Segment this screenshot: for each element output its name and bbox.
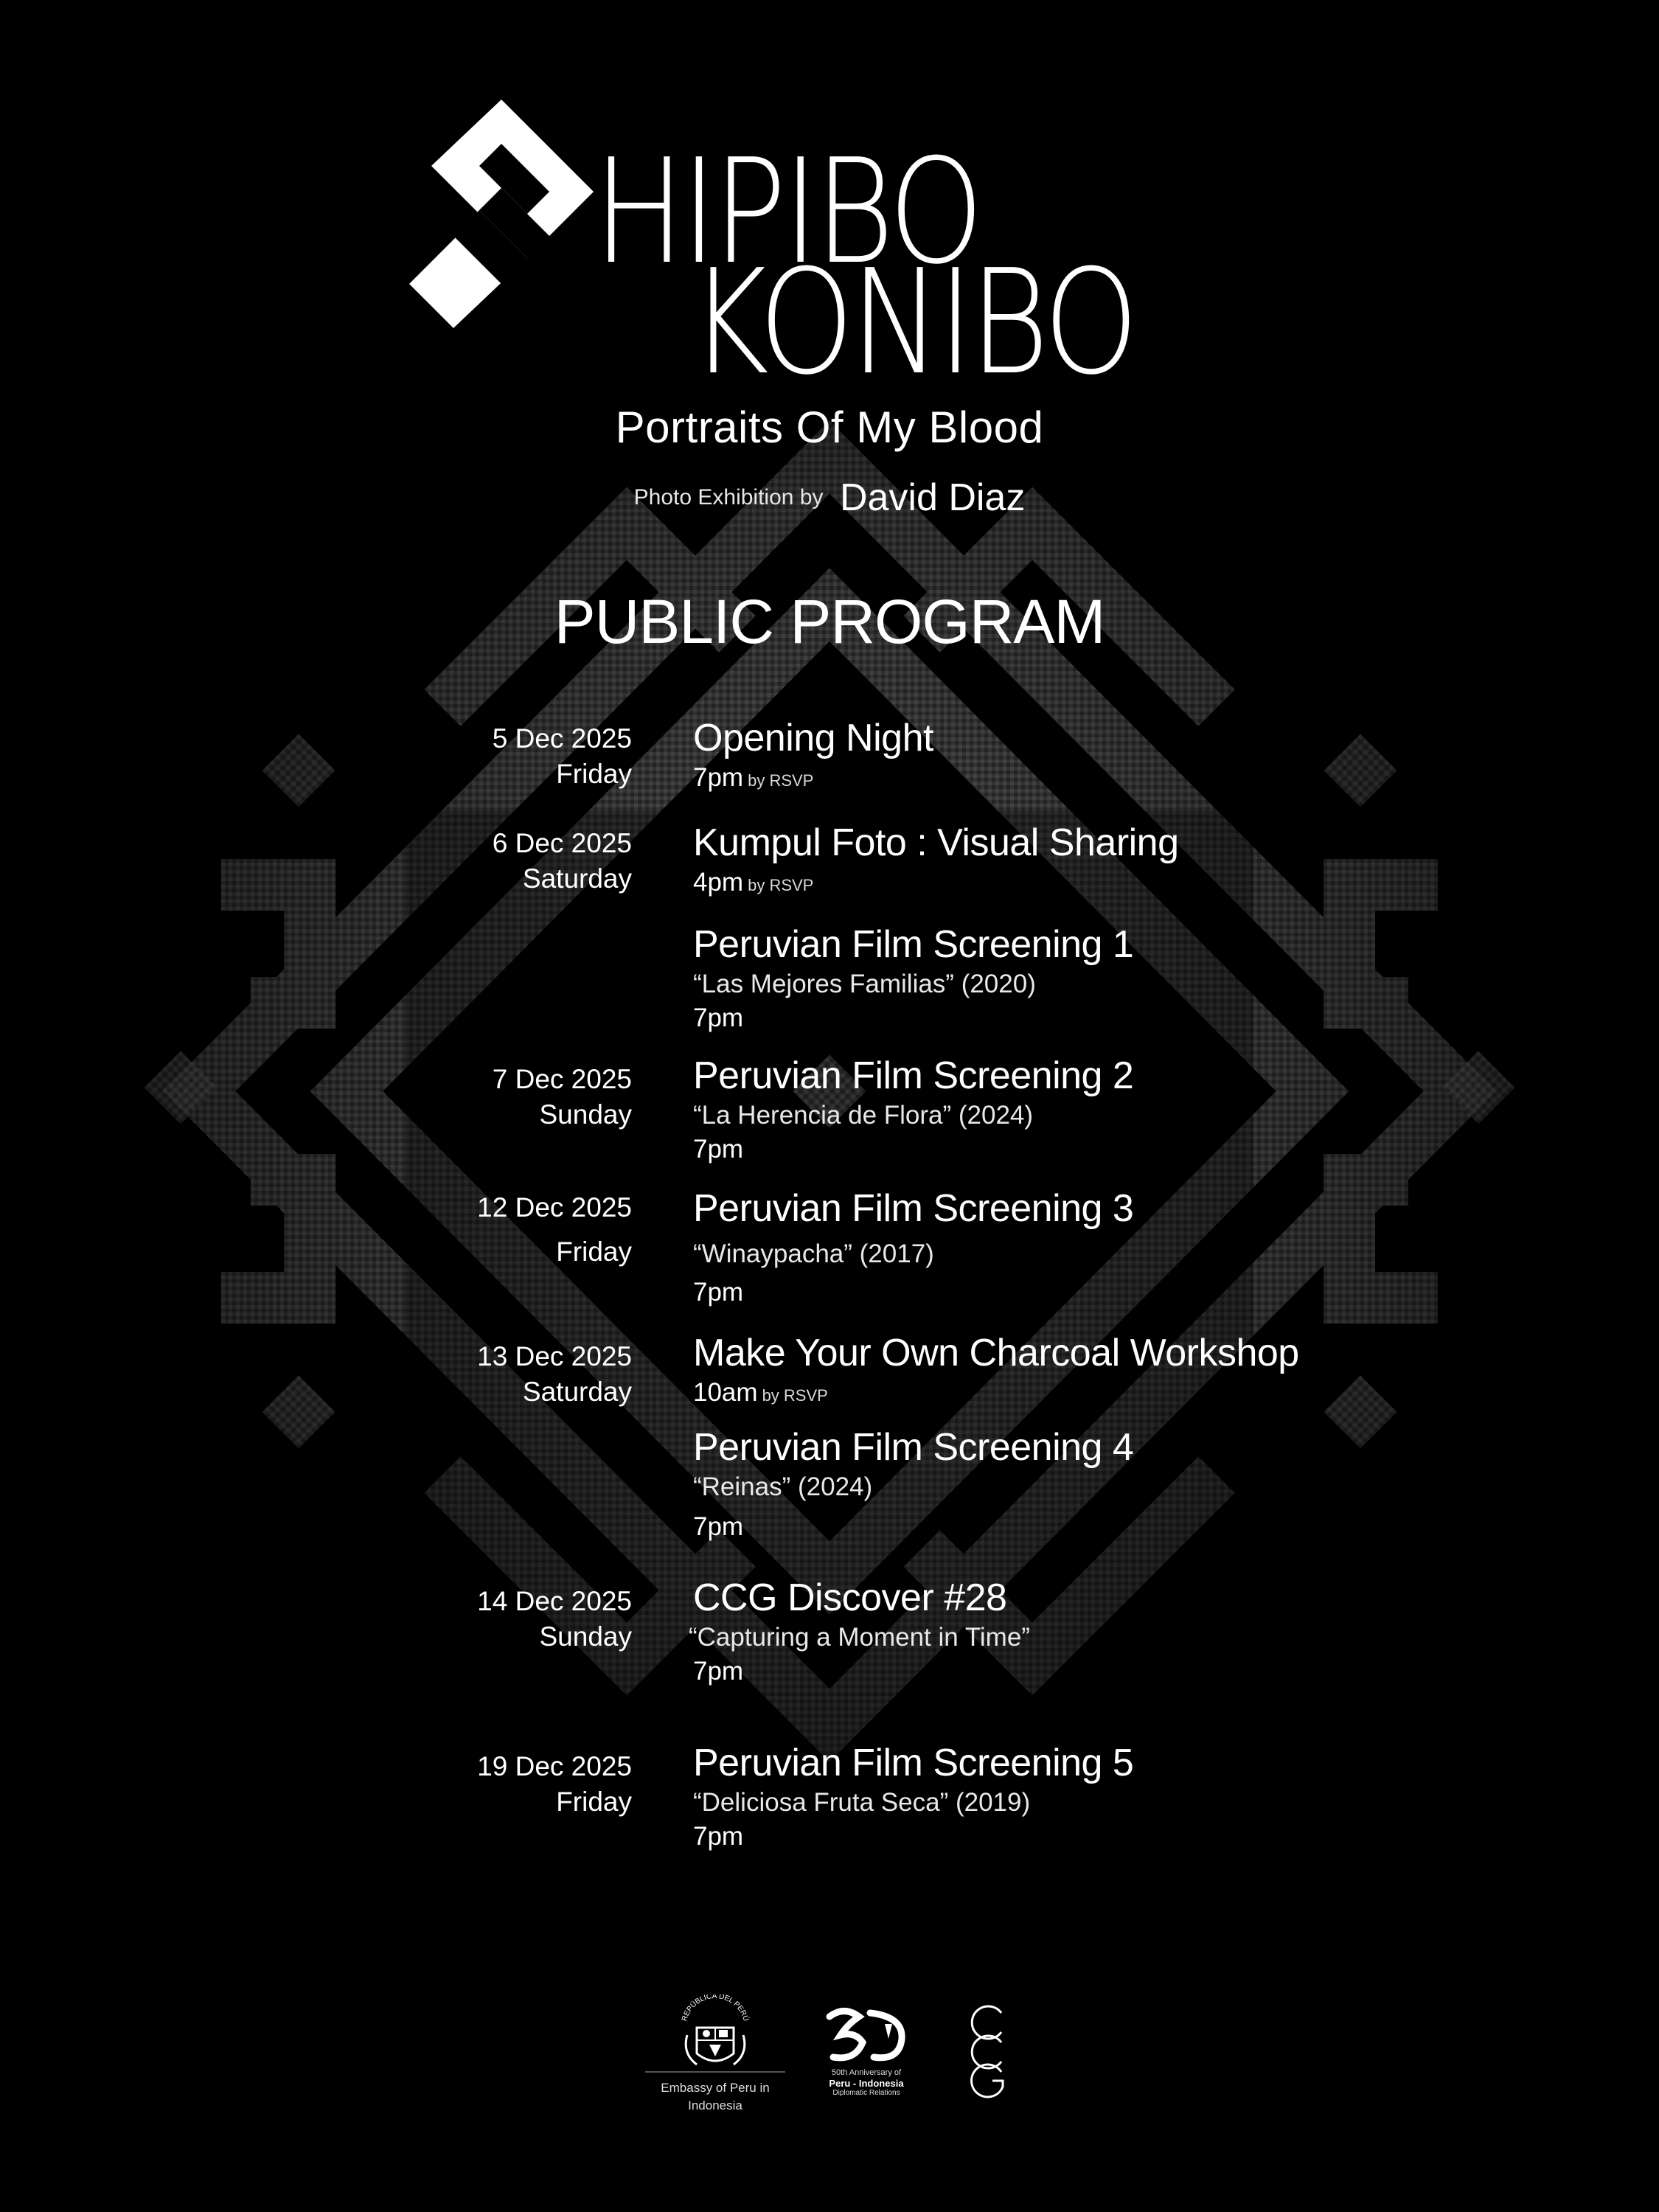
ccg-logo: [959, 2004, 1014, 2100]
anniversary-logo: [815, 2002, 918, 2098]
title-line-2: KONIBO: [689, 239, 1135, 407]
artist-name: David Diaz: [839, 476, 1026, 519]
embassy-label-1: Embassy of Peru in: [661, 2081, 770, 2095]
schedule-date: 12 Dec 2025 Friday: [477, 1192, 632, 1267]
embassy-logo: [641, 1994, 789, 2115]
schedule-event: Peruvian Film Screening 2 “La Herencia de Flora” (2024) 7pm: [693, 1054, 1134, 1164]
schedule-date: 6 Dec 2025 Saturday: [492, 828, 632, 894]
ccg-mark-icon: [959, 2004, 1014, 2100]
shipibo-s-logo-icon: [409, 100, 594, 328]
exhibition-subtitle: Portraits Of My Blood: [615, 403, 1044, 452]
schedule-event: Peruvian Film Screening 1 “Las Mejores Familias” (2020) 7pm: [693, 923, 1134, 1032]
schedule-date: 19 Dec 2025 Friday: [477, 1751, 632, 1817]
peru-coat-of-arms-icon: [641, 1994, 789, 2076]
anniversary-line-2: Peru - Indonesia: [829, 2078, 904, 2089]
schedule-date: 5 Dec 2025 Friday: [492, 723, 632, 789]
section-heading: PUBLIC PROGRAM: [554, 587, 1105, 656]
schedule-event: Peruvian Film Screening 5 “Deliciosa Fruta Seca” (2019) 7pm: [693, 1742, 1134, 1851]
embassy-seal-text: REPÚBLICA DEL PERÚ: [681, 1994, 750, 2023]
anniversary-line-3: Diplomatic Relations: [832, 2089, 900, 2097]
schedule-event: CCG Discover #28 “Capturing a Moment in Time” 7pm: [689, 1576, 1030, 1686]
schedule-date: 7 Dec 2025 Sunday: [492, 1064, 632, 1130]
anniversary-50-icon: [815, 2002, 918, 2065]
schedule-date: 14 Dec 2025 Sunday: [477, 1586, 632, 1652]
schedule-date: 13 Dec 2025 Saturday: [477, 1341, 632, 1407]
schedule-event: Kumpul Foto : Visual Sharing 4pm by RSVP: [693, 821, 1179, 897]
schedule-event: Opening Night 7pm by RSVP: [693, 717, 933, 792]
byline-prefix: Photo Exhibition by: [633, 485, 824, 509]
title-line-1: HIPIBO: [594, 128, 981, 296]
schedule-event: Peruvian Film Screening 3 “Winaypacha” (2017) 7pm: [693, 1187, 1134, 1307]
schedule-event: Peruvian Film Screening 4 “Reinas” (2024) 7pm: [693, 1426, 1134, 1541]
embassy-label-2: Indonesia: [688, 2098, 742, 2112]
svg-text:REPÚBLICA DEL PERÚ: [681, 1994, 751, 2023]
schedule-event: Make Your Own Charcoal Workshop 10am by RSVP: [693, 1332, 1299, 1407]
byline: [0, 476, 1659, 520]
anniversary-line-1: 50th Anniversary of: [831, 2068, 902, 2077]
